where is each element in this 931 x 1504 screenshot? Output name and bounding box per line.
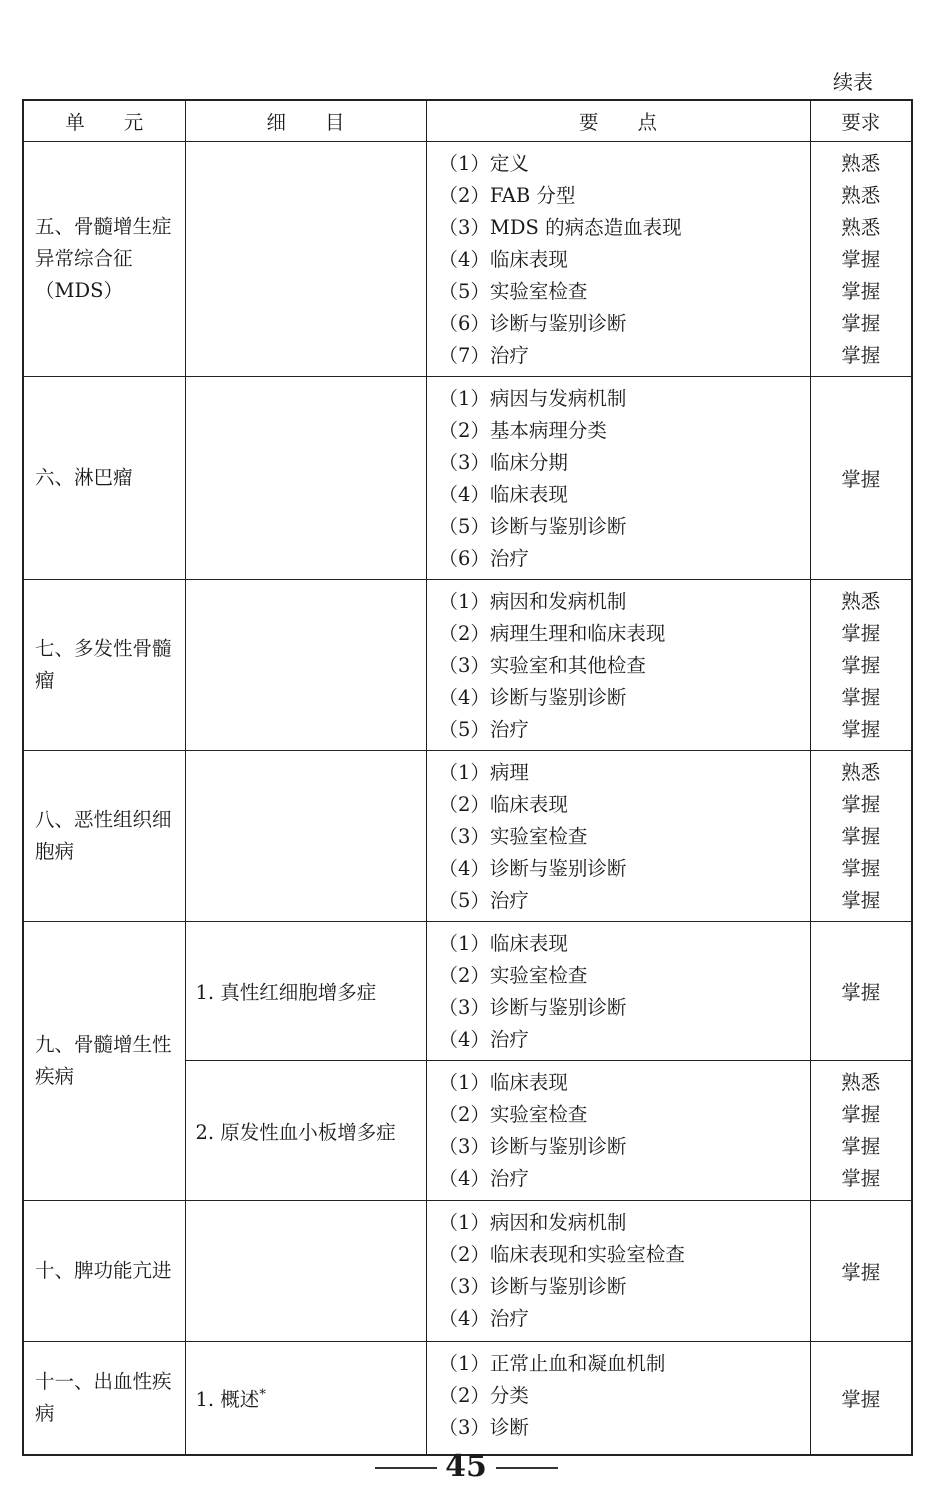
item-cell (185, 142, 426, 377)
requirement-item: 熟悉 (841, 216, 881, 239)
table-row-lymphoma (23, 377, 912, 580)
points-cell (426, 377, 810, 580)
points-cell (426, 142, 810, 377)
points-cell (426, 922, 810, 1061)
item-cell (185, 377, 426, 580)
table-row-myeloma (23, 580, 912, 751)
table-row-mds (23, 142, 912, 377)
requirement-cell (810, 1061, 912, 1201)
footer-rule-left (375, 1467, 437, 1469)
table-row-hypersplenism (23, 1201, 912, 1342)
requirement-cell: 掌握 (810, 1342, 912, 1455)
point-item: （4）治疗 (438, 1028, 529, 1051)
requirement-cell: 掌握 (810, 1201, 912, 1342)
requirement-cell (810, 580, 912, 751)
unit-cell: 十、脾功能亢进 (23, 1201, 185, 1342)
header-requirement: 要求 (810, 100, 912, 142)
header-unit: 单 元 (23, 100, 185, 142)
point-item: （1）病理 (438, 761, 529, 784)
point-item: （4）诊断与鉴别诊断 (438, 857, 627, 880)
point-item: （2）FAB 分型 (438, 184, 576, 207)
points-cell (426, 1201, 810, 1342)
point-item: （3）诊断与鉴别诊断 (438, 1135, 627, 1158)
point-item: （3）诊断 (438, 1416, 529, 1439)
point-item: （4）治疗 (438, 1167, 529, 1190)
item-cell: 1. 真性红细胞增多症 (185, 922, 426, 1061)
continued-label: 续表 (833, 70, 873, 94)
requirement-item: 掌握 (841, 654, 881, 677)
point-item: （2）临床表现 (438, 793, 568, 816)
point-item: （7）治疗 (438, 344, 529, 367)
point-item: （5）治疗 (438, 889, 529, 912)
unit-cell: 七、多发性骨髓瘤 (23, 580, 185, 751)
point-item: （4）临床表现 (438, 483, 568, 506)
requirement-item: 掌握 (841, 1103, 881, 1126)
point-item: （3）实验室和其他检查 (438, 654, 646, 677)
point-item: （2）基本病理分类 (438, 419, 607, 442)
points-cell (426, 1342, 810, 1455)
point-item: （2）病理生理和临床表现 (438, 622, 666, 645)
table-row-bleeding (23, 1342, 912, 1455)
point-item: （4）诊断与鉴别诊断 (438, 686, 627, 709)
table-row-histiocytosis (23, 751, 912, 922)
unit-cell: 八、恶性组织细胞病 (23, 751, 185, 922)
header-item: 细 目 (185, 100, 426, 142)
point-item: （3）实验室检查 (438, 825, 588, 848)
unit-cell: 五、骨髓增生症异常综合征（MDS） (23, 142, 185, 377)
requirement-item: 掌握 (841, 280, 881, 303)
item-cell (185, 1201, 426, 1342)
syllabus-table (22, 99, 913, 1456)
point-item: （6）诊断与鉴别诊断 (438, 312, 627, 335)
unit-cell: 六、淋巴瘤 (23, 377, 185, 580)
point-item: （5）治疗 (438, 718, 529, 741)
requirement-item: 熟悉 (841, 1071, 881, 1094)
point-item: （3）MDS 的病态造血表现 (438, 216, 682, 239)
page-footer (0, 1445, 931, 1489)
point-item: （2）临床表现和实验室检查 (438, 1243, 685, 1266)
point-item: （2）分类 (438, 1384, 529, 1407)
item-cell: 2. 原发性血小板增多症 (185, 1061, 426, 1201)
requirement-item: 掌握 (841, 312, 881, 335)
requirement-cell (810, 751, 912, 922)
item-cell (185, 580, 426, 751)
points-cell (426, 751, 810, 922)
point-item: （1）病因和发病机制 (438, 590, 627, 613)
requirement-item: 熟悉 (841, 761, 881, 784)
requirement-cell (810, 142, 912, 377)
item-cell (185, 1342, 426, 1455)
point-item: （1）正常止血和凝血机制 (438, 1352, 666, 1375)
point-item: （5）实验室检查 (438, 280, 588, 303)
requirement-item: 掌握 (841, 1135, 881, 1158)
page-number: 45 (445, 1449, 487, 1484)
requirement-item: 掌握 (841, 857, 881, 880)
item-cell (185, 751, 426, 922)
point-item: （4）治疗 (438, 1307, 529, 1330)
point-item: （2）实验室检查 (438, 964, 588, 987)
requirement-cell: 掌握 (810, 377, 912, 580)
header-points: 要 点 (426, 100, 810, 142)
requirement-item: 掌握 (841, 889, 881, 912)
requirement-item: 掌握 (841, 718, 881, 741)
requirement-item: 熟悉 (841, 590, 881, 613)
requirement-item: 掌握 (841, 793, 881, 816)
requirement-cell: 掌握 (810, 922, 912, 1061)
point-item: （5）诊断与鉴别诊断 (438, 515, 627, 538)
point-item: （6）治疗 (438, 547, 529, 570)
unit-cell: 十一、出血性疾病 (23, 1342, 185, 1455)
requirement-item: 掌握 (841, 622, 881, 645)
item-label: 1. 概述 (195, 1387, 260, 1411)
unit-cell: 九、骨髓增生性疾病 (23, 922, 185, 1201)
point-item: （1）定义 (438, 152, 529, 175)
requirement-item: 掌握 (841, 686, 881, 709)
point-item: （3）临床分期 (438, 451, 568, 474)
points-cell (426, 1061, 810, 1201)
table-row-mpd-pv (23, 922, 912, 1061)
point-item: （1）病因与发病机制 (438, 387, 627, 410)
footer-rule-right (496, 1467, 558, 1469)
asterisk-mark: * (259, 1387, 266, 1403)
points-cell (426, 580, 810, 751)
point-item: （3）诊断与鉴别诊断 (438, 1275, 627, 1298)
point-item: （4）临床表现 (438, 248, 568, 271)
requirement-item: 掌握 (841, 1167, 881, 1190)
point-item: （1）临床表现 (438, 1071, 568, 1094)
requirement-item: 掌握 (841, 344, 881, 367)
point-item: （1）临床表现 (438, 932, 568, 955)
requirement-item: 熟悉 (841, 152, 881, 175)
requirement-item: 熟悉 (841, 184, 881, 207)
header-row (23, 100, 912, 142)
point-item: （1）病因和发病机制 (438, 1211, 627, 1234)
requirement-item: 掌握 (841, 248, 881, 271)
point-item: （3）诊断与鉴别诊断 (438, 996, 627, 1019)
point-item: （2）实验室检查 (438, 1103, 588, 1126)
requirement-item: 掌握 (841, 825, 881, 848)
